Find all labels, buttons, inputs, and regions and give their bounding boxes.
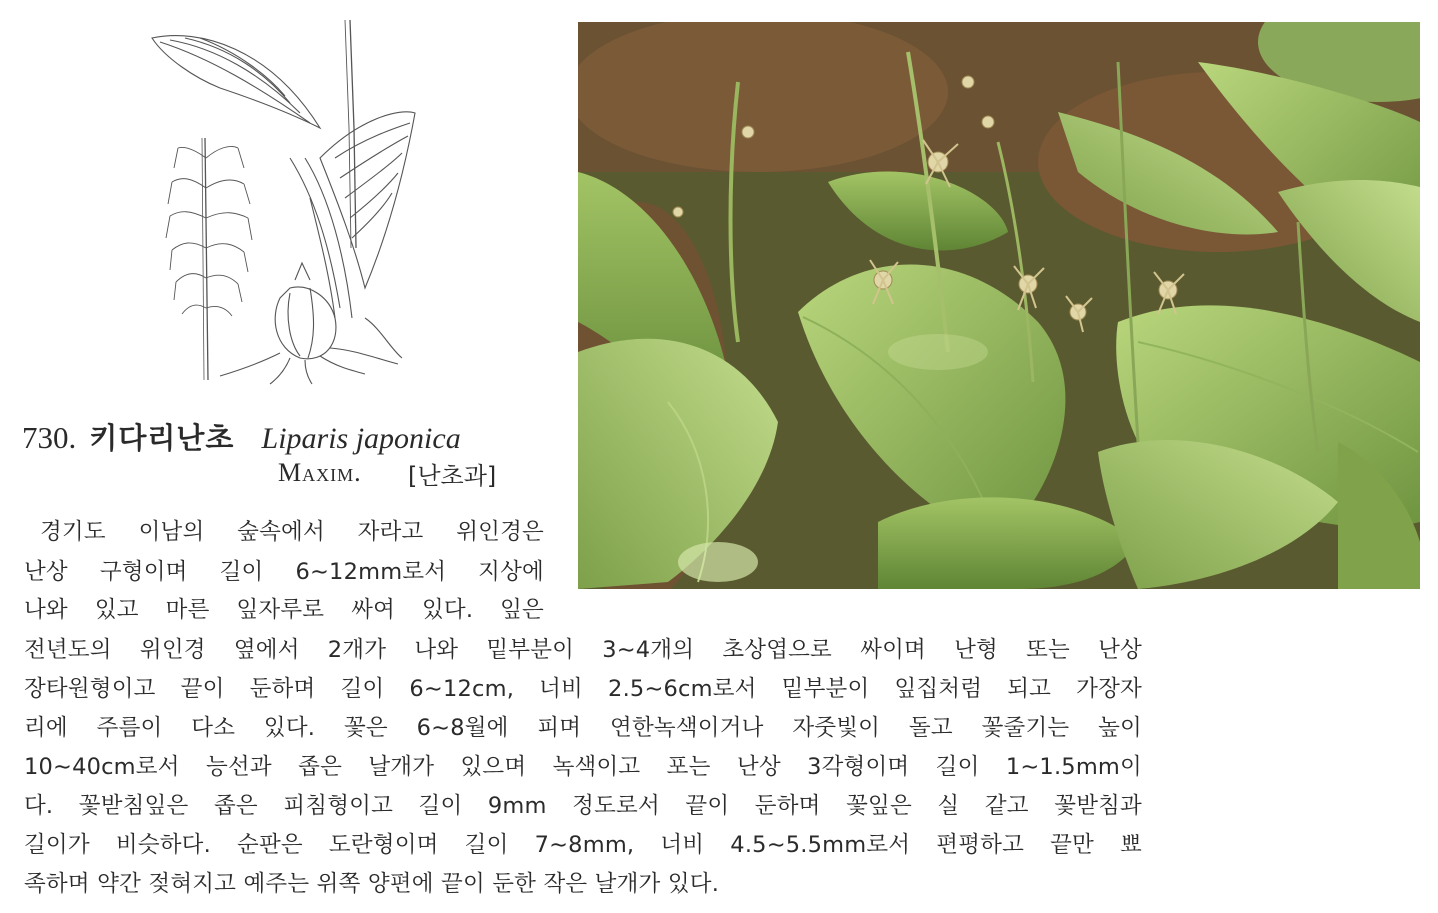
description-line-4: 전년도의 위인경 옆에서 2개가 나와 밑부분이 3∼4개의 초상엽으로 싸이며 난형 또는 난상 [24,637,1142,663]
entry-number: 730. [22,420,77,455]
description-line-2: 난상 구형이며 길이 6∼12mm로서 지상에 [24,559,544,585]
family-name: [난초과] [408,462,497,490]
description-line-3: 나와 있고 마른 잎자루로 싸여 있다. 잎은 [24,597,544,623]
korean-name: 키다리난초 [89,421,235,455]
description-line-10: 족하며 약간 젖혀지고 예주는 위쪽 양편에 끝이 둔한 작은 날개가 있다. [24,871,720,897]
scientific-name: Liparis japonica [261,422,461,455]
description-line-8: 다. 꽃받침잎은 좁은 피침형이고 길이 9mm 정도로서 끝이 둔하며 꽃잎은 실 같고 꽃받침과 [24,793,1142,819]
description-line-9: 길이가 비슷하다. 순판은 도란형이며 길이 7∼8mm, 너비 4.5∼5.5mm로서 편평하고 끝만 뾰 [24,832,1142,858]
plant-photo [578,22,1420,589]
entry-heading [22,416,461,457]
author-citation: Maxim. [278,458,362,487]
botanical-illustration [140,18,420,388]
description-line-5: 장타원형이고 끝이 둔하며 길이 6∼12cm, 너비 2.5∼6cm로서 밑부분이 잎집처럼 되고 가장자 [24,676,1142,702]
description-line-6: 리에 주름이 다소 있다. 꽃은 6∼8월에 피며 연한녹색이거나 자줏빛이 돌고 꽃줄기는 높이 [24,715,1142,741]
description-line-1: 경기도 이남의 숲속에서 자라고 위인경은 [40,519,544,545]
description-line-7: 10∼40cm로서 능선과 좁은 날개가 있으며 녹색이고 포는 난상 3각형이며 길이 1∼1.5mm이 [24,754,1142,780]
